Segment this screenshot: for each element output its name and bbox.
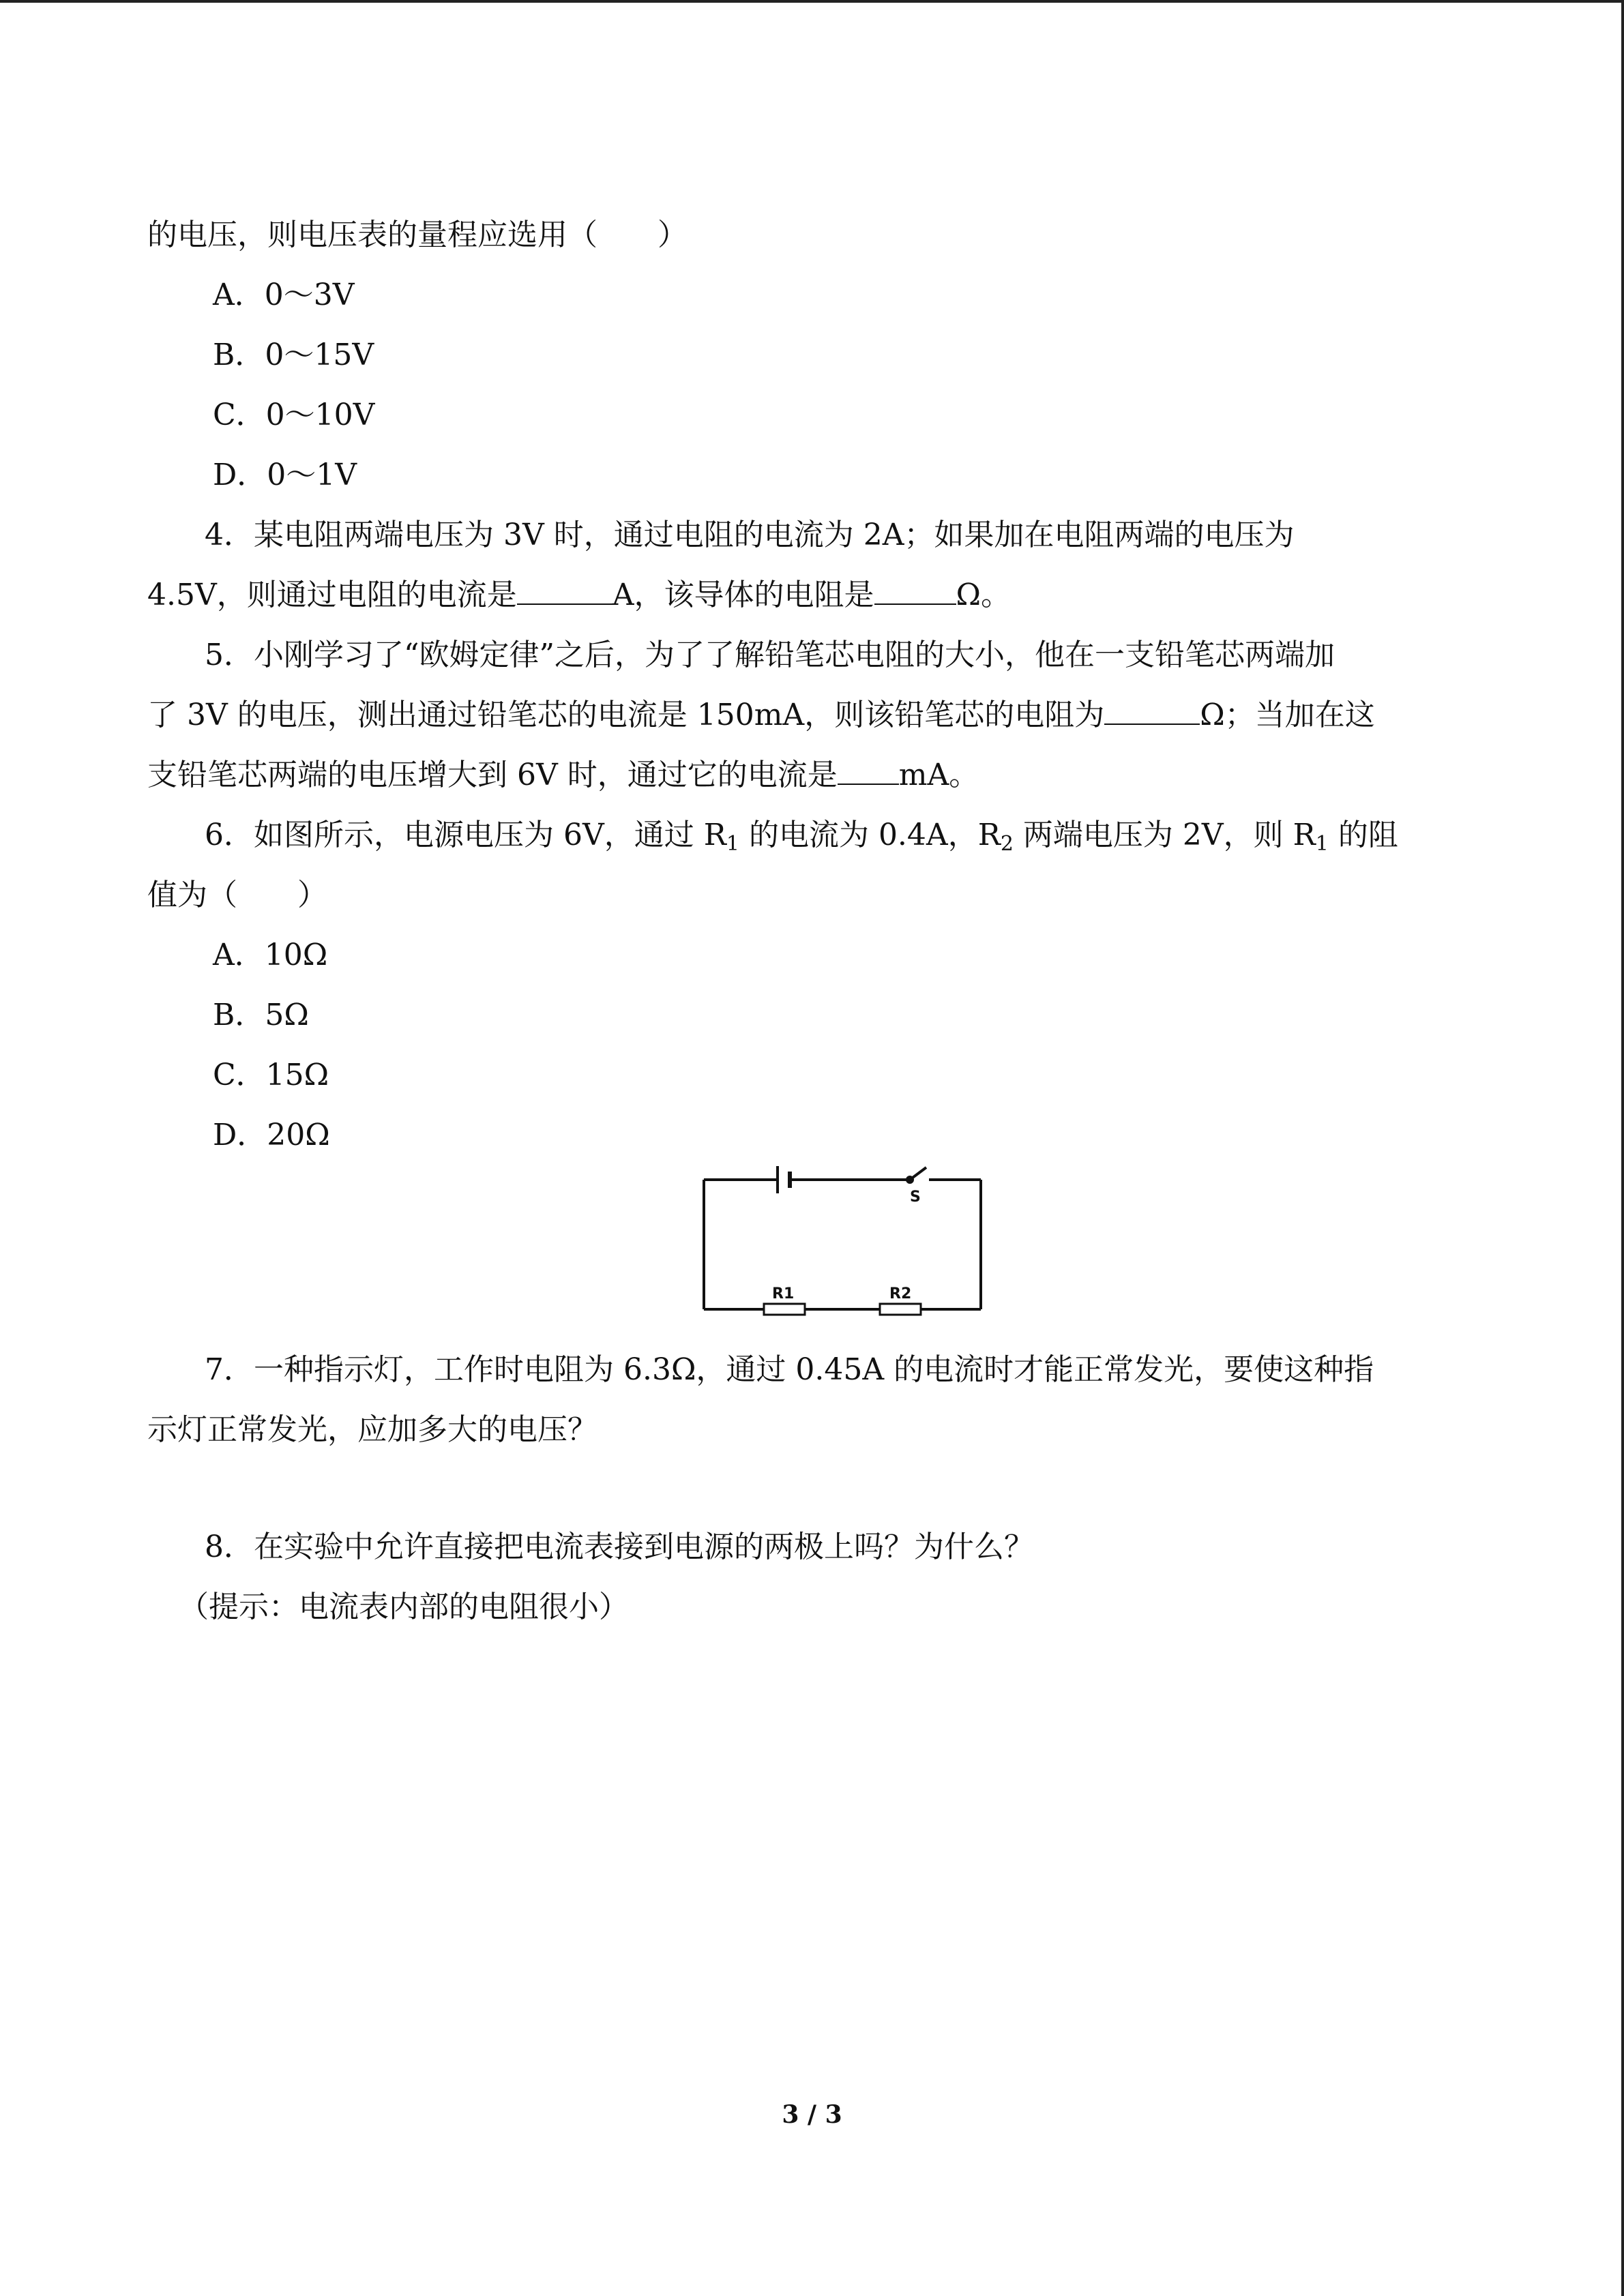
page-right-border: [1621, 0, 1624, 2296]
q4-line1: 4．某电阻两端电压为 3V 时，通过电阻的电流为 2A；如果加在电阻两端的电压为: [205, 518, 1295, 552]
q8-hint: （提示：电流表内部的电阻很小）: [179, 1590, 629, 1624]
q5-text-c: 支铅笔芯两端的电压增大到 6V 时，通过它的电流是: [147, 758, 838, 792]
q6-option-b: B．5Ω: [213, 998, 309, 1032]
q3-option-c: C．0～10V: [213, 398, 375, 432]
q5-blank-current: [838, 756, 899, 785]
circuit-diagram: [696, 1159, 1003, 1323]
q7-line2: 示灯正常发光，应加多大的电压？: [147, 1412, 597, 1447]
q4-text-a: 4.5V，则通过电阻的电流是: [147, 578, 517, 612]
q5-text-d: mA。: [898, 758, 979, 792]
q6-option-c: C．15Ω: [213, 1058, 329, 1092]
resistor-r2: [880, 1304, 921, 1315]
q4-text-b: A，该导体的电阻是: [612, 578, 874, 612]
q3-stem: 的电压，则电压表的量程应选用（ ）: [147, 218, 688, 252]
page-number: 3 / 3: [782, 2100, 842, 2129]
q5-line3: [147, 756, 979, 795]
q5-line2: [147, 696, 1375, 735]
q8-line1: 8．在实验中允许直接把电流表接到电源的两极上吗？为什么？: [205, 1530, 1034, 1564]
q4-text-c: Ω。: [956, 578, 1012, 612]
r2-label: R2: [889, 1285, 912, 1302]
q7-line1: 7．一种指示灯，工作时电阻为 6.3Ω，通过 0.45A 的电流时才能正常发光，要使这种指: [205, 1352, 1374, 1387]
q6-sub-3: 1: [1315, 832, 1329, 856]
q6-text-d: 的阻: [1328, 818, 1398, 852]
q6-sub-2: 2: [1000, 832, 1014, 856]
q6-option-d: D．20Ω: [213, 1118, 330, 1152]
q4-blank-resistance: [874, 576, 956, 605]
switch-lever: [910, 1167, 926, 1180]
switch-label: S: [910, 1189, 921, 1206]
q5-line1: 5．小刚学习了“欧姆定律”之后，为了了解铅笔芯电阻的大小，他在一支铅笔芯两端加: [205, 638, 1335, 672]
q3-option-d: D．0～1V: [213, 458, 357, 492]
q3-option-b: B．0～15V: [213, 338, 374, 372]
q5-blank-resistance: [1104, 696, 1200, 725]
q6-text-a: 6．如图所示，电源电压为 6V，通过 R: [205, 818, 726, 852]
q5-text-a: 了 3V 的电压，测出通过铅笔芯的电流是 150mA，则该铅笔芯的电阻为: [147, 698, 1105, 732]
r1-label: R1: [772, 1285, 795, 1302]
q4-blank-current: [517, 576, 612, 605]
q6-text-c: 两端电压为 2V，则 R: [1013, 818, 1316, 852]
q5-text-b: Ω；当加在这: [1200, 698, 1375, 732]
q6-line2: 值为（ ）: [147, 878, 327, 912]
q4-line2: [147, 576, 1011, 615]
resistor-r1: [764, 1304, 805, 1315]
page-top-border: [0, 0, 1624, 3]
q6-sub-1: 1: [726, 832, 739, 856]
q3-option-a: A．0～3V: [213, 278, 355, 312]
q6-option-a: A．10Ω: [213, 938, 328, 972]
q6-line1: [205, 816, 1398, 864]
q6-text-b: 的电流为 0.4A，R: [739, 818, 1001, 852]
